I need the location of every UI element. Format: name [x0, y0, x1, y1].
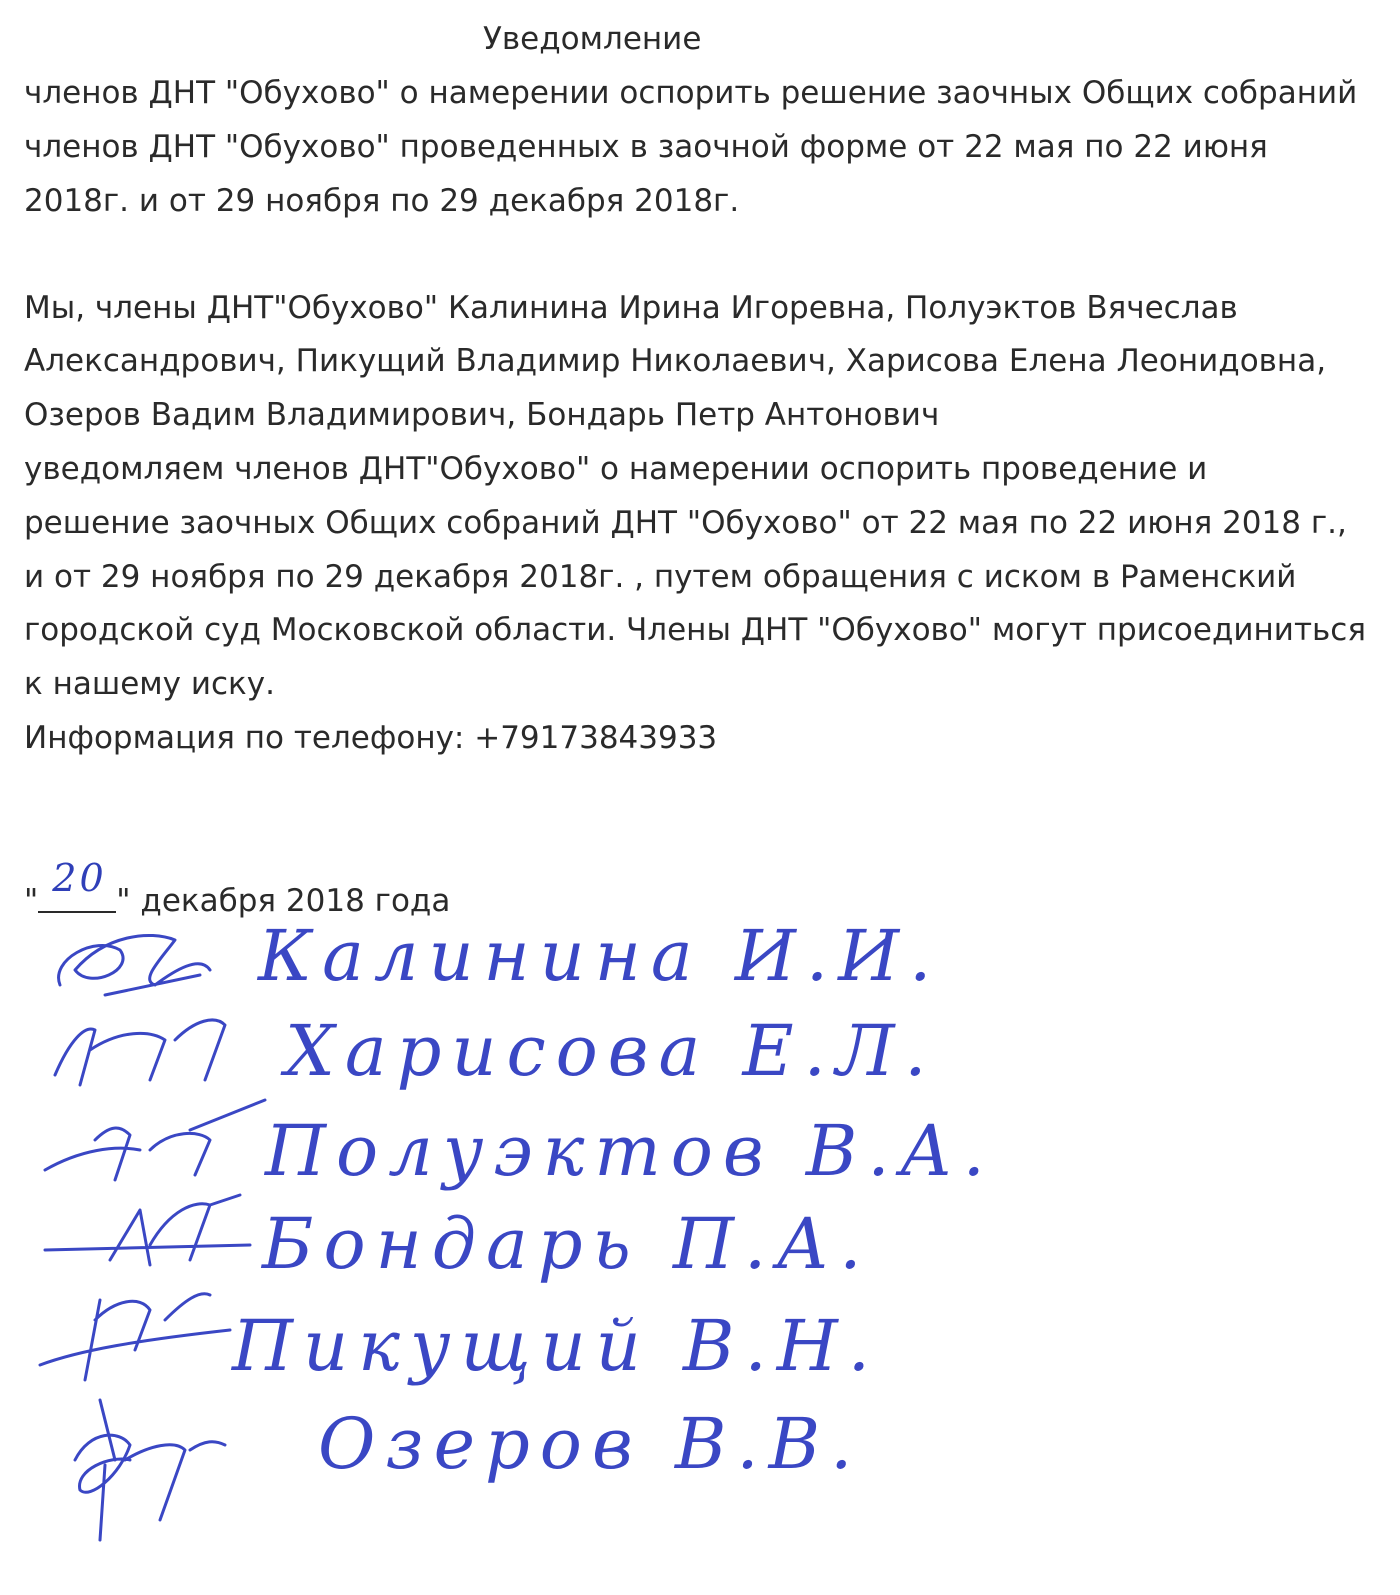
text-line: к нашему иску.	[24, 666, 275, 702]
text-line: решение заочных Общих собраний ДНТ "Обухово" от 22 мая по 22 июня 2018 г.,	[24, 505, 1347, 541]
signature-3-name: Полуэктов В.А.	[265, 1110, 995, 1192]
signature-1-name: Калинина И.И.	[258, 915, 942, 997]
signature-2-name: Харисова Е.Л.	[285, 1010, 937, 1092]
text-line: Мы, члены ДНТ"Обухово" Калинина Ирина Игоревна, Полуэктов Вячеслав	[24, 290, 1238, 326]
text-line: Александрович, Пикущий Владимир Николаевич, Харисова Елена Леонидовна,	[24, 343, 1327, 379]
text-line: 2018г. и от 29 ноября по 29 декабря 2018г.	[24, 183, 740, 219]
date-day-handwritten: 20	[52, 856, 107, 900]
text-line: членов ДНТ "Обухово" о намерении оспорить решение заочных Общих собраний	[24, 75, 1358, 111]
signature-6	[75, 1403, 862, 1540]
phone-line: Информация по телефону: +79173843933	[24, 720, 718, 756]
text-line: членов ДНТ "Обухово" проведенных в заочной форме от 22 мая по 22 июня	[24, 129, 1268, 165]
date-rest: декабря 2018 года	[130, 883, 451, 919]
signature-1	[59, 915, 942, 997]
text-line: уведомляем членов ДНТ"Обухово" о намерении оспорить проведение и	[24, 451, 1208, 487]
signature-6-name: Озеров В.В.	[318, 1403, 863, 1485]
signature-4-name: Бондарь П.А.	[262, 1203, 872, 1285]
text-line: городской суд Московской области. Члены ДНТ "Обухово" могут присоединиться	[24, 612, 1366, 648]
signature-4	[45, 1195, 872, 1285]
signature-3	[45, 1100, 995, 1192]
signature-5-name: Пикущий В.Н.	[232, 1305, 881, 1387]
signature-2	[55, 1010, 937, 1092]
text-line: и от 29 ноября по 29 декабря 2018г. , путем обращения с иском в Раменский	[24, 559, 1297, 595]
document-title: Уведомление	[483, 21, 702, 57]
date-close-quote: "	[116, 883, 131, 919]
date-open-quote: "	[24, 883, 39, 919]
signatures-block	[0, 900, 1400, 1595]
text-line: Озеров Вадим Владимирович, Бондарь Петр Антонович	[24, 397, 940, 433]
